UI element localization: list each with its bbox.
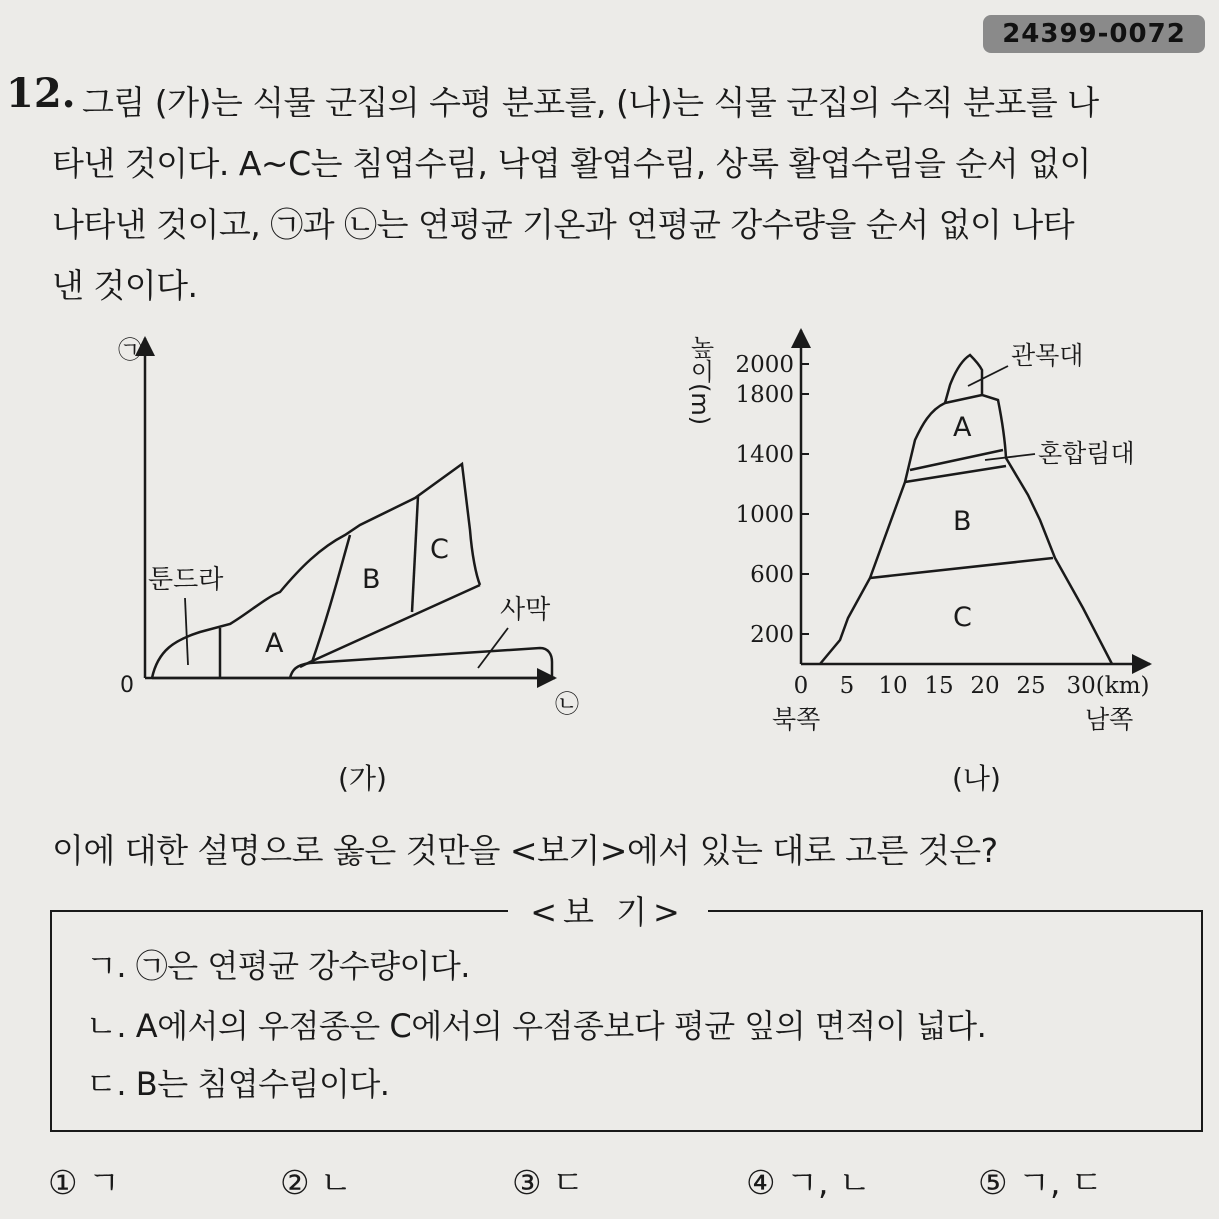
- ga-tundra-pointer: [185, 598, 188, 665]
- ga-caption: (가): [338, 762, 387, 795]
- question-line-4: 낸 것이다.: [52, 266, 198, 305]
- answer-option-5[interactable]: ⑤ ㄱ, ㄷ: [978, 1163, 1103, 1202]
- question-prompt: 이에 대한 설명으로 옳은 것만을 <보기>에서 있는 대로 고른 것은?: [52, 831, 998, 870]
- bogi-item-giyeok: ㄱ. ㉠은 연평균 강수량이다.: [86, 947, 470, 985]
- na-x-tick-15: 15: [924, 673, 954, 699]
- na-mixed-pointer: [985, 454, 1035, 460]
- ga-label-tundra: 툰드라: [148, 565, 224, 595]
- ga-origin-label: 0: [120, 673, 134, 698]
- na-x-tick-30: 30(km): [1066, 673, 1150, 699]
- na-b-c-boundary: [870, 558, 1053, 578]
- answer-options: [0, 1160, 1219, 1210]
- question-number: 12.: [6, 70, 76, 117]
- question-line-3: 나타낸 것이고, ㉠과 ㉡는 연평균 기온과 연평균 강수량을 순서 없이 나타: [52, 205, 1075, 244]
- na-alpine-boundary: [945, 395, 982, 403]
- ga-label-a: A: [265, 628, 284, 659]
- answer-option-1[interactable]: ① ㄱ: [48, 1163, 120, 1202]
- question-line-2: 타낸 것이다. A~C는 침엽수림, 낙엽 활엽수림, 상록 활엽수림을 순서 없이: [52, 144, 1091, 183]
- na-label-a: A: [953, 412, 972, 443]
- na-alpine-pointer: [968, 366, 1008, 386]
- na-y-tick-600: 600: [750, 562, 794, 588]
- na-y-tick-1800: 1800: [735, 382, 794, 408]
- figure-ga: [118, 336, 579, 795]
- ga-desert-pointer: [478, 628, 508, 668]
- question-line-1: 그림 (가)는 식물 군집의 수평 분포를, (나)는 식물 군집의 수직 분포를 나: [82, 83, 1099, 122]
- bogi-item-digeut: ㄷ. B는 침엽수림이다.: [86, 1065, 390, 1103]
- bogi-title: <보 기>: [508, 892, 708, 932]
- answer-option-3[interactable]: ③ ㄷ: [512, 1163, 584, 1202]
- na-label-b: B: [953, 506, 972, 537]
- na-x-tick-0: 0: [793, 673, 809, 699]
- ga-x-axis-label: ㉡: [555, 690, 579, 718]
- ga-y-axis-label: ㉠: [118, 336, 142, 364]
- bogi-item-nieun: ㄴ. A에서의 우점종은 C에서의 우점종보다 평균 잎의 면적이 넓다.: [86, 1007, 987, 1045]
- na-label-alpine: 관목대: [1011, 341, 1084, 370]
- na-x-tick-10: 10: [878, 673, 908, 699]
- na-y-tick-2000: 2000: [735, 352, 794, 378]
- na-south-label: 남쪽: [1085, 705, 1134, 734]
- na-caption: (나): [952, 762, 1001, 795]
- na-y-tick-200: 200: [750, 622, 794, 648]
- na-label-mixed: 혼합림대: [1038, 439, 1135, 468]
- na-y-tick-1400: 1400: [735, 442, 794, 468]
- ga-label-b: B: [362, 564, 381, 595]
- ga-label-desert: 사막: [500, 595, 551, 625]
- figure-na: [686, 330, 1150, 795]
- na-north-label: 북쪽: [772, 705, 821, 734]
- na-x-tick-20: 20: [970, 673, 1000, 699]
- answer-option-2[interactable]: ② ㄴ: [280, 1163, 352, 1202]
- na-label-c: C: [953, 602, 972, 633]
- ga-label-c: C: [430, 534, 449, 565]
- answer-option-4[interactable]: ④ ㄱ, ㄴ: [746, 1163, 871, 1202]
- na-x-tick-5: 5: [839, 673, 855, 699]
- na-x-tick-25: 25: [1016, 673, 1046, 699]
- na-y-tick-1000: 1000: [735, 502, 794, 528]
- na-y-axis-label: 높이(m): [686, 335, 714, 426]
- problem-code-badge: 24399-0072: [983, 15, 1205, 53]
- ga-bc-divider: [412, 496, 418, 612]
